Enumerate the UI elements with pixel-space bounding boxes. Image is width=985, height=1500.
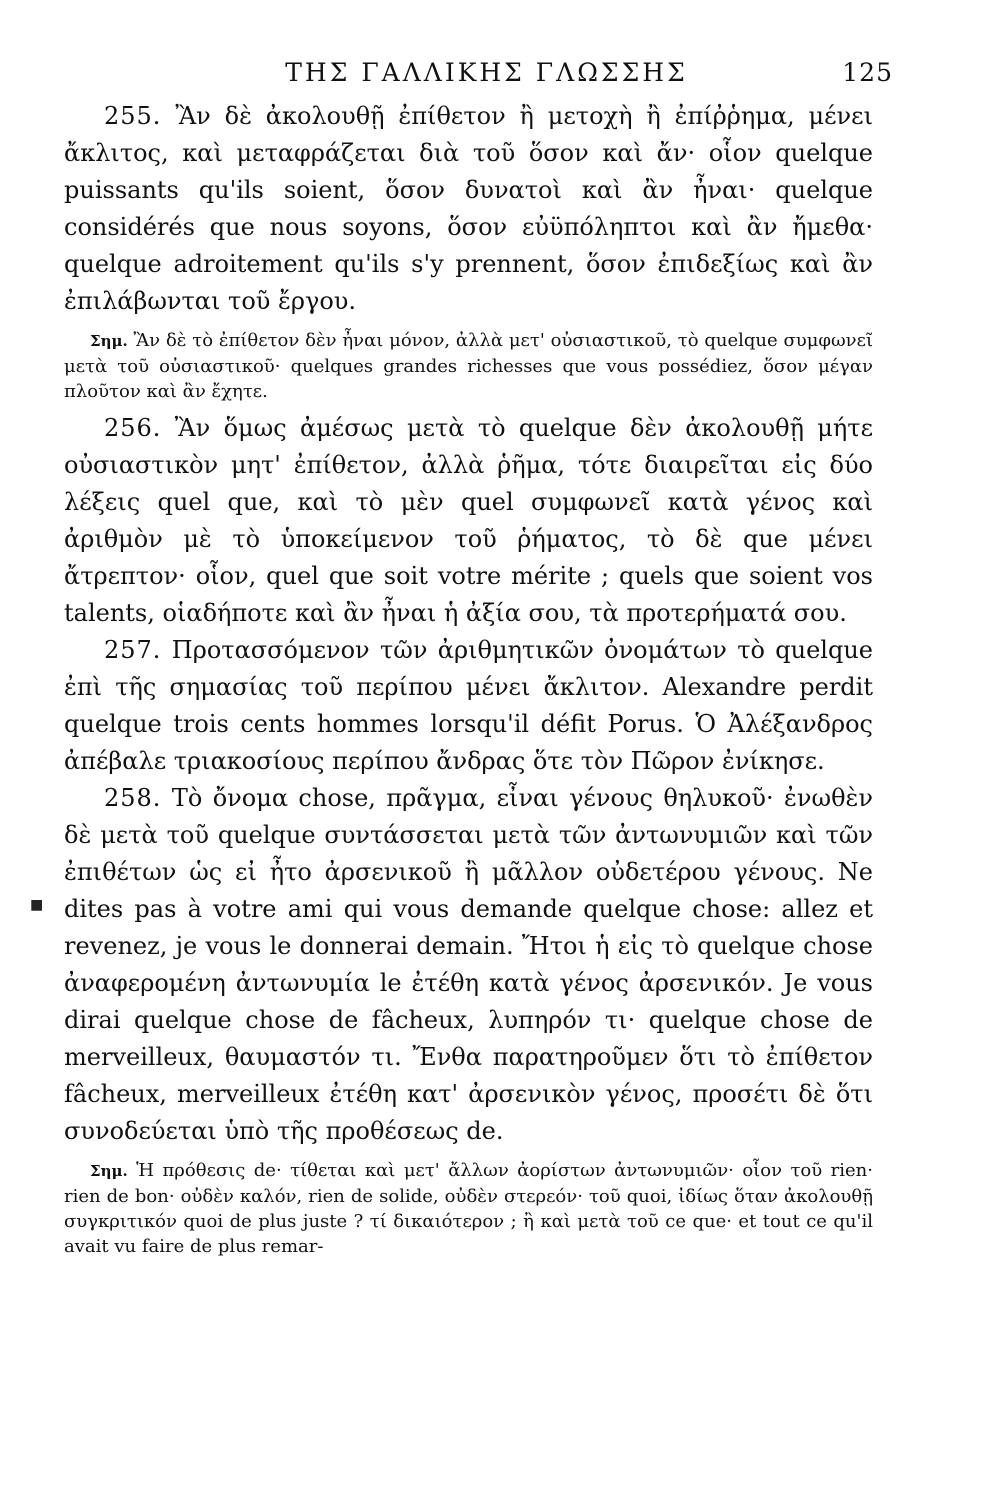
margin-mark: ■ bbox=[30, 897, 44, 913]
section-256 bbox=[64, 410, 873, 632]
section-number: 258. bbox=[104, 784, 162, 812]
section-number: 255. bbox=[104, 102, 162, 130]
section-text: Ἂν ὅμως ἀμέσως μετὰ τὸ quelque δὲν ἀκολουθῇ μήτε οὐσιαστικὸν μητ' ἐπίθετον, ἀλλὰ ῥῆμα, τότε διαιρεῖται εἰς δύο λέξεις quel que, καὶ τὸ μὲν quel συμφωνεῖ κατὰ γένος καὶ ἀριθμὸν μὲ τὸ ὑποκείμενον τοῦ ῥήματος, τὸ δὲ que μένει ἄτρεπτον· οἷον, quel que soit votre mérite ; quels que soient vos talents, οἱαδήποτε καὶ ἂν ἦναι ἡ ἀξία σου, τὰ προτερήματά σου. bbox=[64, 414, 873, 627]
note-258 bbox=[64, 1158, 873, 1259]
note-text: Ἂν δὲ τὸ ἐπίθετον δὲν ἦναι μόνον, ἀλλὰ μετ' οὐσιαστικοῦ, τὸ quelque συμφωνεῖ μετὰ τοῦ οὐσιαστικοῦ· quelques grandes richesses que vous possédiez, ὅσον μέγαν πλοῦτον καὶ ἂν ἔχητε. bbox=[64, 330, 874, 402]
note-255 bbox=[64, 328, 873, 404]
note-label: Σημ. bbox=[90, 332, 128, 350]
section-text: Ἂν δὲ ἀκολουθῇ ἐπίθετον ἢ μετοχὴ ἢ ἐπίῤῥημα, μένει ἄκλιτος, καὶ μεταφράζεται διὰ τοῦ ὅσον καὶ ἄν· οἷον quelque puissants qu'ils soient, ὅσον δυνατοὶ καὶ ἂν ἦναι· quelque considérés que nous soyons, ὅσον εὐϋπόληπτοι καὶ ἂν ἤμεθα· quelque adroitement qu'ils s'y prennent, ὅσον ἐπιδεξίως καὶ ἂν ἐπιλάβωνται τοῦ ἔργου. bbox=[64, 102, 873, 315]
section-258 bbox=[64, 780, 873, 1150]
section-text: Τὸ ὄνομα chose, πρᾶγμα, εἶναι γένους θηλυκοῦ· ἐνωθὲν δὲ μετὰ τοῦ quelque συντάσσεται μετὰ τῶν ἀντωνυμιῶν καὶ τῶν ἐπιθέτων ὡς εἰ ἦτο ἀρσενικοῦ ἢ μᾶλλον οὐδετέρου γένους. Ne dites pas à votre ami qui vous demande quelque chose: allez et revenez, je vous le donnerai demain. Ἤτοι ἡ εἰς τὸ quelque chose ἀναφερομένη ἀντωνυμία le ἐτέθη κατὰ γένος ἀρσενικόν. Je vous dirai quelque chose de fâcheux, λυπηρόν τι· quelque chose de merveilleux, θαυμαστόν τι. Ἔνθα παρατηροῦμεν ὅτι τὸ ἐπίθετον fâcheux, merveilleux ἐτέθη κατ' ἀρσενικὸν γένος, προσέτι δὲ ὅτι συνοδεύεται ὑπὸ τῆς προθέσεως de. bbox=[64, 784, 873, 1145]
section-number: 256. bbox=[104, 414, 162, 442]
page-number: 125 bbox=[842, 58, 893, 87]
section-text: Προτασσόμενον τῶν ἀριθμητικῶν ὀνομάτων τὸ quelque ἐπὶ τῆς σημασίας τοῦ περίπου μένει ἄκλιτον. Alexandre perdit quelque trois cents hommes lorsqu'il défit Porus. Ὁ Ἀλέξανδρος ἀπέβαλε τριακοσίους περίπου ἄνδρας ὅτε τὸν Πῶρον ἐνίκησε. bbox=[64, 636, 873, 775]
section-257 bbox=[64, 632, 873, 780]
running-title: ΤΗΣ ΓΑΛΛΙΚΗΣ ΓΛΩΣΣΗΣ bbox=[285, 58, 688, 87]
note-text: Ἡ πρόθεσις de· τίθεται καὶ μετ' ἄλλων ἀορίστων ἀντωνυμιῶν· οἷον τοῦ rien· rien de bon· οὐδὲν καλόν, rien de solide, οὐδὲν στερεόν· τοῦ quoi, ἰδίως ὅταν ἀκολουθῇ συγκριτικόν quoi de plus juste ? τί δικαιότερον ; ἢ καὶ μετὰ τοῦ ce que· et tout ce qu'il avait vu faire de plus remar- bbox=[64, 1160, 873, 1257]
note-label: Σημ. bbox=[90, 1162, 128, 1180]
section-number: 257. bbox=[104, 636, 162, 664]
section-255 bbox=[64, 98, 873, 320]
running-head bbox=[64, 58, 893, 98]
